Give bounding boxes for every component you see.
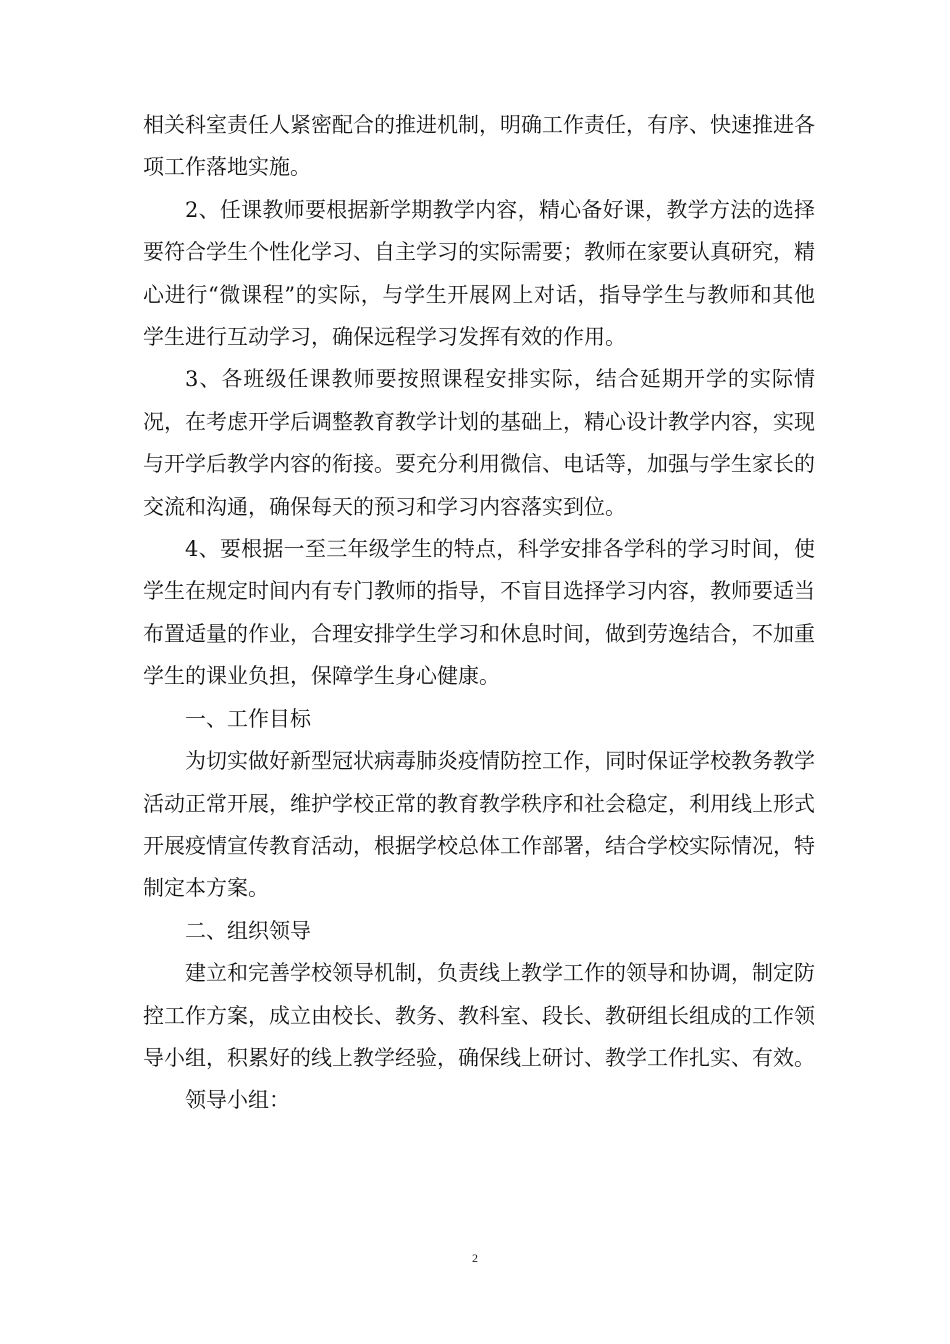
paragraph-item-4: 4、要根据一至三年级学生的特点，科学安排各学科的学习时间，使学生在规定时间内有专门教师的指导，不盲目选择学习内容，教师要适当布置适量的作业，合理安排学生学习和休息时间，做到劳逸结合，不加重学生的课业负担，保障学生身心健康。 xyxy=(143,537,815,689)
paragraph-organization: 建立和完善学校领导机制，负责线上教学工作的领导和协调，制定防控工作方案，成立由校长、教务、教科室、段长、教研组长组成的工作领导小组，积累好的线上教学经验，确保线上研讨、教学工作扎实、有效。 xyxy=(143,961,815,1070)
section-heading-work-goals: 一、工作目标 xyxy=(185,706,311,731)
paragraph-item-2: 2、任课教师要根据新学期教学内容，精心备好课，教学方法的选择要符合学生个性化学习、自主学习的实际需要；教师在家要认真研究，精心进行“微课程”的实际，与学生开展网上对话，指导学生与教师和其他学生进行互动学习，确保远程学习发挥有效的作用。 xyxy=(143,197,815,350)
paragraph-work-goals: 为切实做好新型冠状病毒肺炎疫情防控工作，同时保证学校教务教学活动正常开展，维护学校正常的教育教学秩序和社会稳定，利用线上形式开展疫情宣传教育活动，根据学校总体工作部署，结合学校实际情况，特制定本方案。 xyxy=(143,749,815,901)
paragraph-continuation: 相关科室责任人紧密配合的推进机制，明确工作责任，有序、快速推进各项工作落地实施。 xyxy=(143,113,815,180)
page-number: 2 xyxy=(472,1251,478,1265)
paragraph-item-3: 3、各班级任课教师要按照课程安排实际，结合延期开学的实际情况，在考虑开学后调整教育教学计划的基础上，精心设计教学内容，实现与开学后教学内容的衔接。要充分利用微信、电话等，加强与学生家长的交流和沟通，确保每天的预习和学习内容落实到位。 xyxy=(143,367,815,519)
document-body xyxy=(143,104,815,1122)
section-heading-organization: 二、组织领导 xyxy=(185,918,311,943)
leadership-group-label: 领导小组： xyxy=(185,1088,290,1113)
